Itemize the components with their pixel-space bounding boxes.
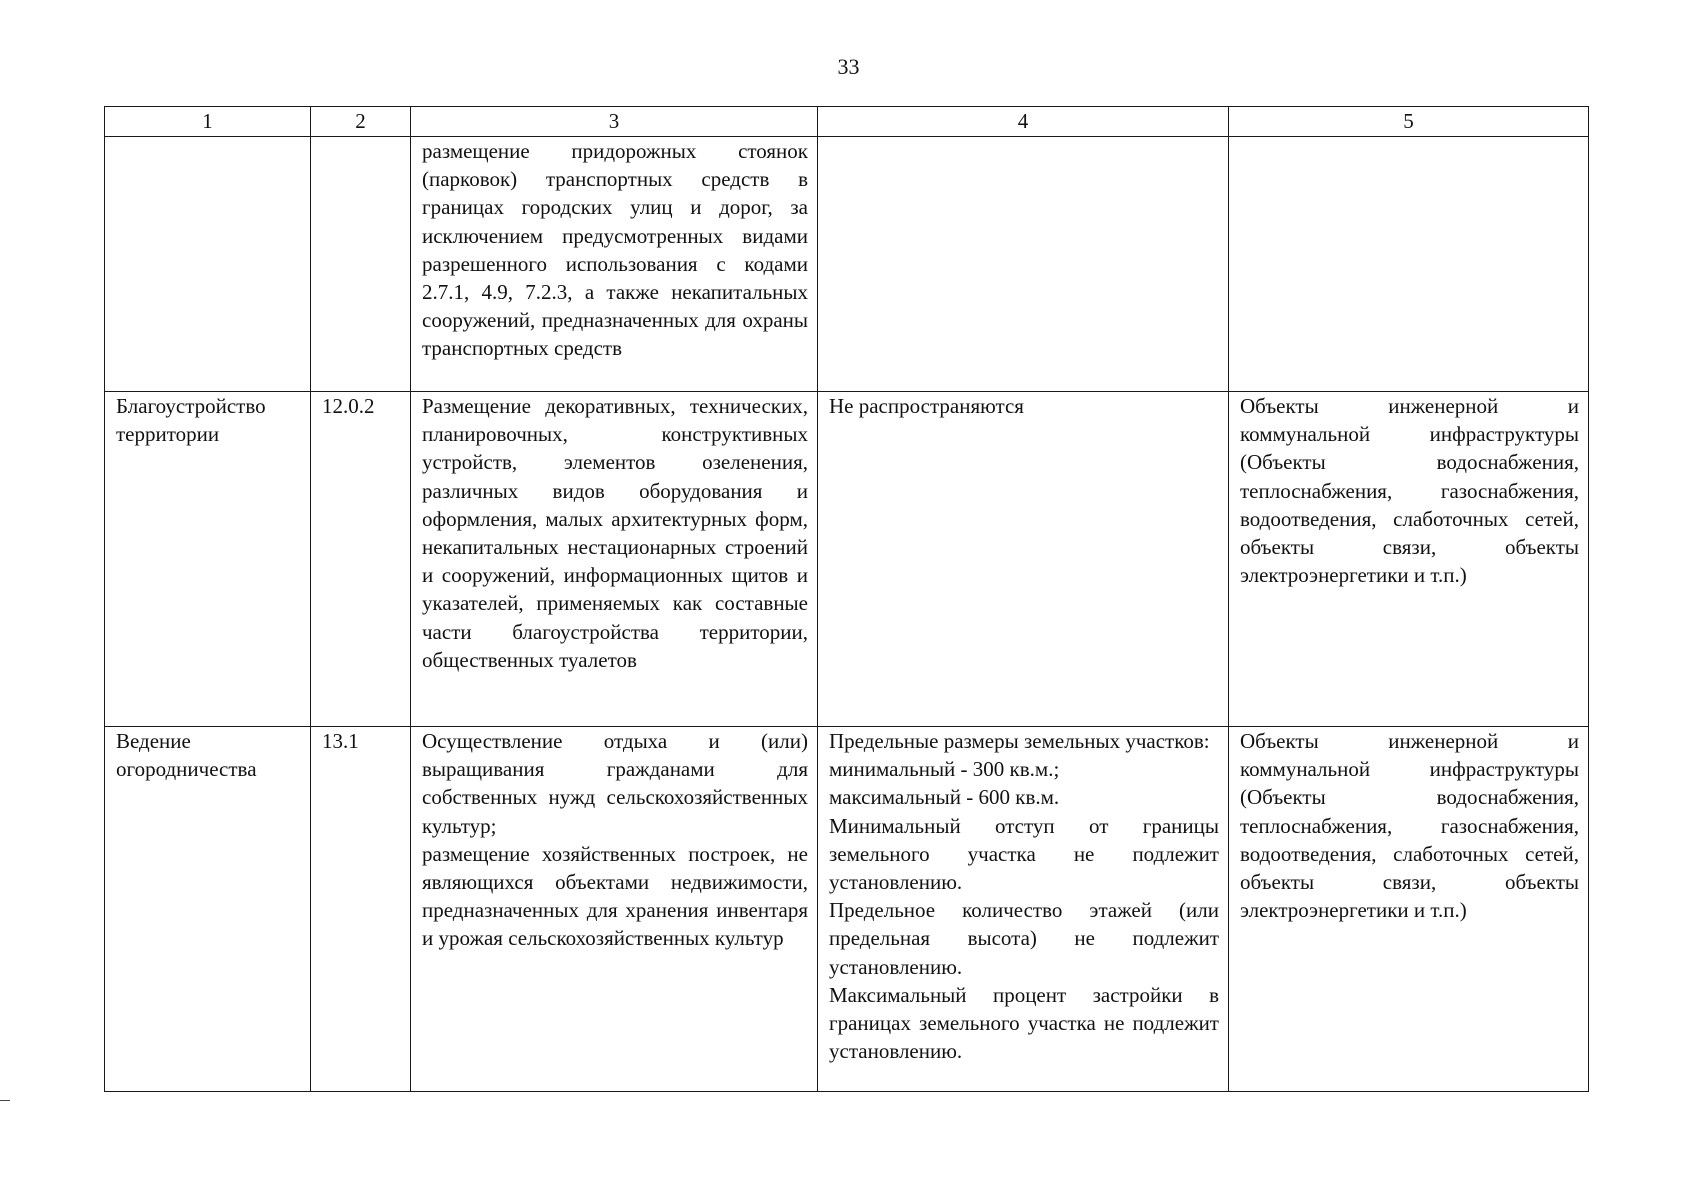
parameters-text: Максимальный процент застройки в границах земельного участка не подлежит установлению. [829, 982, 1219, 1064]
use-name-cell [105, 137, 311, 392]
parameters-text: Предельные размеры земельных участков: [829, 729, 1210, 753]
parameters-cell [818, 727, 1229, 1092]
use-code-cell [311, 392, 411, 727]
page-number: 33 [837, 54, 860, 79]
table-row [105, 392, 1589, 727]
use-description-text: Размещение декоративных, технических, планировочных, конструктивных устройств, элементов озеленения, различных видов оборудования и оформления, малых архитектурных форм, некапитальных нестационарных строений и сооружений, информационных щитов и указателей, применяемых как составные части благоустройства территории, общественных туалетов [422, 394, 808, 672]
parameters-cell [818, 392, 1229, 727]
auxiliary-objects-cell [1229, 137, 1589, 392]
table-row [105, 137, 1589, 392]
header-col-2: 2 [311, 107, 411, 137]
parameters-text: Не распространяются [829, 394, 1024, 418]
use-code: 12.0.2 [322, 394, 375, 418]
use-description-text: размещение придорожных стоянок (парковок) транспортных средств в границах городских улиц и дорог, за исключением предусмотренных видами разрешенного использования с кодами 2.7.1, 4.9, 7.2.3, а также некапитальных сооружений, предназначенных для охраны транспортных средств [422, 139, 808, 361]
table-header [105, 107, 1589, 137]
auxiliary-objects-cell [1229, 392, 1589, 727]
use-name: Ведение огородничества [116, 729, 257, 782]
parameters-text: максимальный - 600 кв.м. [829, 785, 1060, 810]
table-row [105, 727, 1589, 1092]
use-name-cell [105, 727, 311, 1092]
parameters-cell [818, 137, 1229, 392]
use-name: Благоустройство территории [116, 394, 266, 447]
use-code-cell [311, 727, 411, 1092]
parameters-text: Минимальный отступ от границы земельного участка не подлежит установлению. [829, 813, 1219, 895]
parameters-text: минимальный - 300 кв.м.; [829, 757, 1060, 782]
use-code: 13.1 [322, 729, 359, 753]
auxiliary-objects-cell [1229, 727, 1589, 1092]
zoning-table [104, 106, 1589, 1092]
parameters-text: Предельное количество этажей (или предельная высота) не подлежит установлению. [829, 898, 1219, 979]
header-col-4: 4 [818, 107, 1229, 137]
use-description-cell [411, 392, 818, 727]
header-row [105, 107, 1589, 137]
header-col-3: 3 [411, 107, 818, 137]
use-description-cell [411, 137, 818, 392]
auxiliary-objects-text: Объекты инженерной и коммунальной инфраструктуры (Объекты водоснабжения, теплоснабжения, газоснабжения, водоотведения, слаботочных сетей, объекты связи, объекты электроэнергетики и т.п.) [1240, 729, 1579, 923]
use-code-cell [311, 137, 411, 392]
use-description-text: размещение хозяйственных построек, не являющихся объектами недвижимости, предназначенных для хранения инвентаря и урожая сельскохозяйственных культур [422, 841, 808, 951]
header-col-5: 5 [1229, 107, 1589, 137]
use-description-cell [411, 727, 818, 1092]
header-col-1: 1 [105, 107, 311, 137]
use-name-cell [105, 392, 311, 727]
margin-mark [0, 1100, 10, 1101]
use-description-text: Осуществление отдыха и (или) выращивания гражданами для собственных нужд сельскохозяйственных культур; [422, 729, 808, 838]
auxiliary-objects-text: Объекты инженерной и коммунальной инфраструктуры (Объекты водоснабжения, теплоснабжения, газоснабжения, водоотведения, слаботочных сетей, объекты связи, объекты электроэнергетики и т.п.) [1240, 394, 1579, 588]
